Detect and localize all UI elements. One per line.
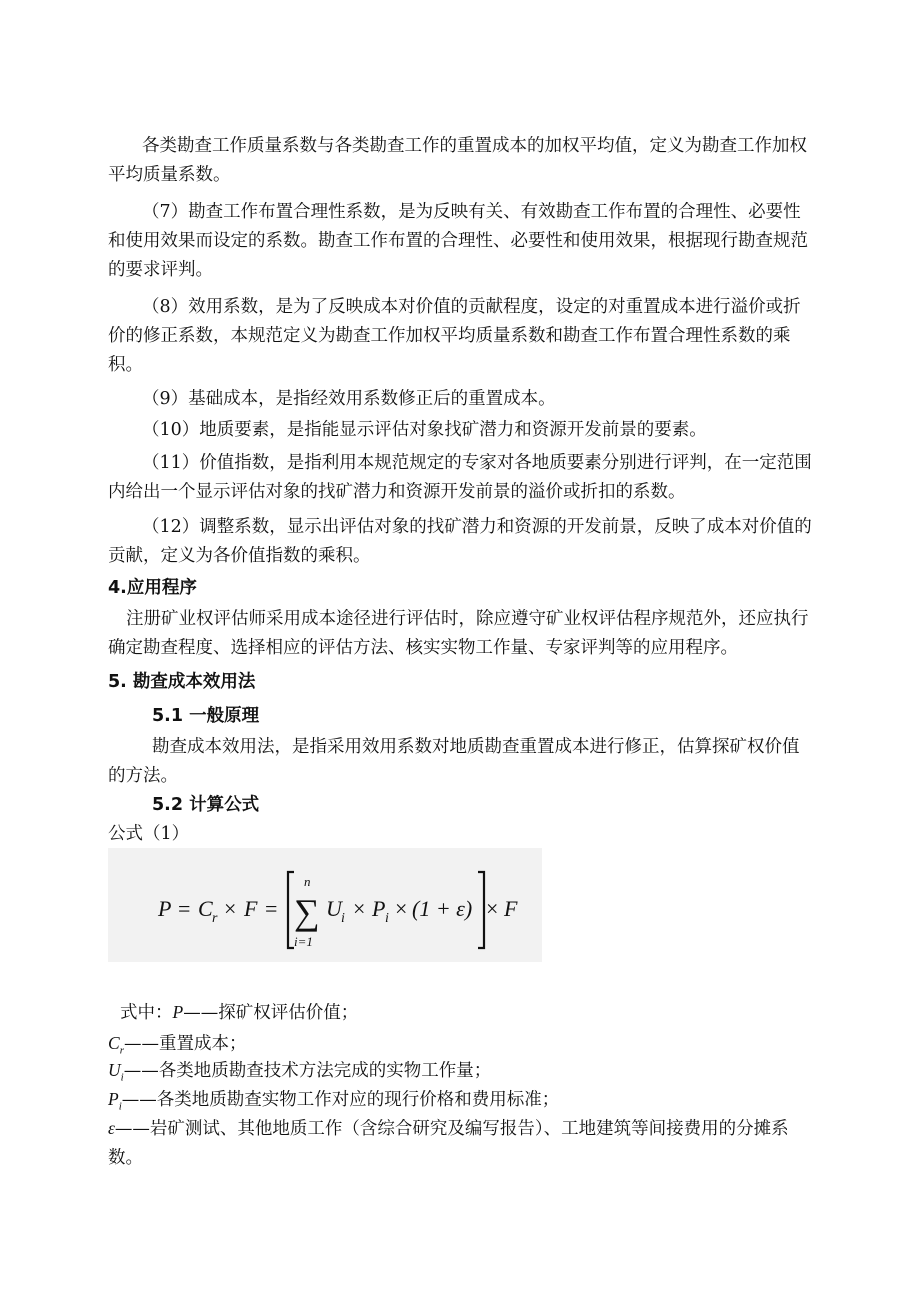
formula-F-2: F	[504, 896, 518, 921]
formula-label: 公式（1）	[108, 824, 190, 844]
definition-P-symbol: P	[172, 1002, 184, 1022]
formula-image	[108, 848, 542, 962]
formula-times-3: ×	[395, 896, 408, 921]
paragraph-item-7: （7）勘查工作布置合理性系数，是为反映有关、有效勘查工作布置的合理性、必要性和使用效果而设定的系数。勘查工作布置的合理性、必要性和使用效果，根据现行勘查规范的要求评判。	[108, 202, 808, 280]
definition-P-text: ——探矿权评估价值；	[183, 1003, 359, 1023]
definition-intro: 式中：	[120, 1003, 173, 1023]
definition-P	[120, 998, 826, 1028]
formula-times-1: ×	[224, 896, 237, 921]
section-heading-5: 5. 勘查成本效用法	[108, 672, 256, 692]
paragraph-principle: 勘查成本效用法，是指采用效用系数对地质勘查重置成本进行修正，估算探矿权价值的方法。	[108, 737, 800, 786]
definition-Cr-symbol: C	[108, 1033, 120, 1053]
paragraph-item-12: （12）调整系数，显示出评估对象的找矿潜力和资源的开发前景，反映了成本对价值的贡献，定义为各价值指数的乘积。	[108, 517, 812, 566]
formula-sum-top: n	[304, 874, 311, 889]
section-heading-4: 4.应用程序	[108, 578, 197, 598]
definition-Ui-sub: i	[120, 1071, 124, 1084]
formula-times-4: ×	[486, 896, 499, 921]
paragraph-item-9: （9）基础成本，是指经效用系数修正后的重置成本。	[142, 389, 556, 409]
definition-Pi-text: ——各类地质勘查实物工作对应的现行价格和费用标准；	[121, 1090, 560, 1110]
definition-epsilon-text: ——岩矿测试、其他地质工作（含综合研究及编写报告）、工地建筑等间接费用的分摊系数。	[108, 1119, 789, 1168]
section-heading-5-1: 5.1 一般原理	[152, 706, 260, 726]
definition-epsilon-symbol: ε	[108, 1118, 115, 1138]
formula-P: P	[158, 896, 172, 921]
formula-times-2: ×	[353, 896, 366, 921]
definition-Ui-symbol: U	[108, 1060, 121, 1080]
formula-U: U	[326, 896, 342, 921]
definition-Ui-text: ——各类地质勘查技术方法完成的实物工作量；	[123, 1061, 492, 1081]
paragraph-item-10: （10）地质要素，是指能显示评估对象找矿潜力和资源开发前景的要素。	[142, 420, 707, 440]
formula-Pi-sub: i	[385, 911, 389, 926]
formula-sum-symbol: ∑	[294, 892, 320, 932]
definition-Cr-text: ——重置成本；	[123, 1034, 247, 1054]
definition-Cr-sub: r	[119, 1044, 124, 1057]
definition-Pi-sub: i	[118, 1100, 122, 1113]
formula-U-sub: i	[341, 911, 345, 926]
formula-equals-2: =	[265, 896, 278, 921]
paragraph-item-11: （11）价值指数，是指利用本规范规定的专家对各地质要素分别进行评判，在一定范围内给出一个显示评估对象的找矿潜力和资源开发前景的溢价或折扣的系数。	[108, 453, 812, 502]
paragraph-item-8: （8）效用系数，是为了反映成本对价值的贡献程度，设定的对重置成本进行溢价或折价的修正系数，本规范定义为勘查工作加权平均质量系数和勘查工作布置合理性系数的乘积。	[108, 297, 801, 375]
paragraph-weighted-quality: 各类勘查工作质量系数与各类勘查工作的重置成本的加权平均值，定义为勘查工作加权平均质量系数。	[108, 136, 807, 185]
formula-C: C	[198, 896, 213, 921]
section-heading-5-2: 5.2 计算公式	[152, 795, 260, 815]
formula-equals-1: =	[178, 896, 191, 921]
paragraph-application: 注册矿业权评估师采用成本途径进行评估时，除应遵守矿业权评估程序规范外，还应执行确定勘查程度、选择相应的评估方法、核实实物工作量、专家评判等的应用程序。	[108, 609, 809, 658]
definition-Pi-symbol: P	[108, 1089, 119, 1109]
definition-epsilon	[108, 1114, 814, 1173]
formula-sum-bottom: i=1	[294, 934, 313, 949]
formula-svg	[108, 848, 542, 962]
formula-paren: (1 + ε)	[412, 896, 473, 921]
right-bracket	[478, 872, 484, 948]
formula-C-sub: r	[212, 911, 218, 926]
formula-Pi: P	[372, 896, 386, 921]
formula-F-1: F	[244, 896, 258, 921]
